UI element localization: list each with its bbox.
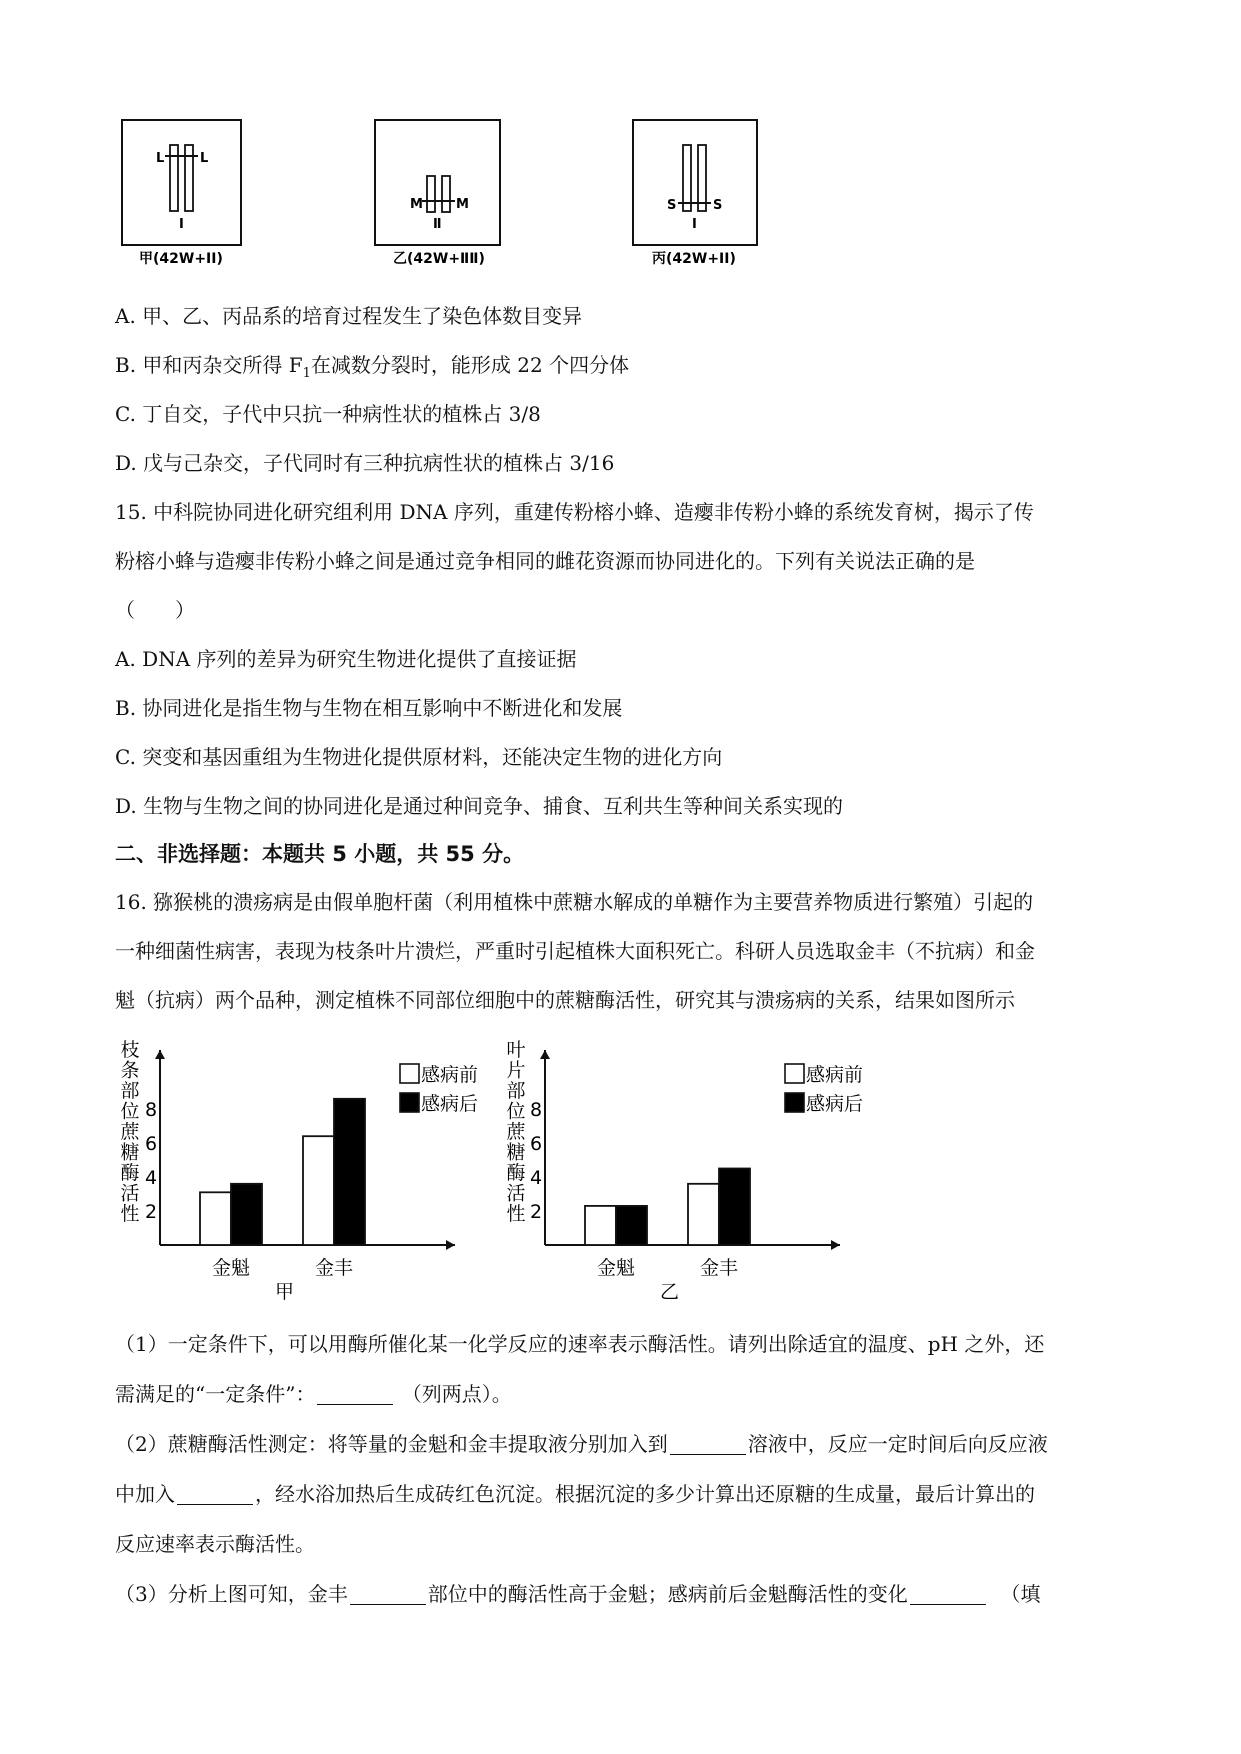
chart-jia — [120, 1039, 478, 1303]
gene-label-right: L — [200, 151, 209, 166]
x-category-label: 金魁 — [596, 1257, 636, 1279]
chart-caption: 甲 — [274, 1281, 295, 1303]
legend-swatch — [785, 1064, 804, 1083]
karyotype-jia — [122, 120, 241, 267]
q14-option-b-pre: B. 甲和丙杂交所得 F — [115, 353, 303, 377]
bar — [719, 1169, 750, 1246]
karyotype-yi — [375, 120, 500, 267]
section-heading: 二、非选择题：本题共 5 小题，共 55 分。 — [115, 842, 525, 866]
q15-answer-bracket: （ ） — [115, 598, 195, 622]
gene-label-right: S — [713, 198, 723, 213]
y-tick-label: 6 — [530, 1133, 543, 1155]
q16-part1-suffix: （列两点）。 — [401, 1382, 512, 1406]
bar — [616, 1206, 647, 1245]
q16-part3-line1 — [115, 1580, 1040, 1608]
y-axis-label: 叶片部位蔗糖酶活性 — [506, 1039, 526, 1225]
q16-part2-line3: 反应速率表示酶活性。 — [115, 1532, 315, 1556]
karyotype-caption: 甲(42W+ⅠⅠ) — [139, 251, 223, 267]
q16-stem-line2: 一种细菌性病害，表现为枝条叶片溃烂，严重时引起植株大面积死亡。科研人员选取金丰（不抗病）和金 — [115, 939, 1035, 963]
chromosome-numeral: I — [692, 217, 697, 232]
chromosome — [185, 145, 193, 211]
answer-blank[interactable] — [670, 1434, 746, 1455]
q15-option-b: B. 协同进化是指生物与生物在相互影响中不断进化和发展 — [115, 696, 623, 720]
answer-blank[interactable] — [350, 1584, 426, 1605]
q14-option-b-post: 在减数分裂时，能形成 22 个四分体 — [310, 353, 630, 377]
q15-option-a: A. DNA 序列的差异为研究生物进化提供了直接证据 — [115, 647, 577, 671]
y-tick-label: 6 — [145, 1133, 158, 1155]
chromosome — [698, 145, 706, 211]
gene-label-left: L — [156, 151, 165, 166]
bar — [688, 1184, 719, 1245]
x-category-label: 金魁 — [211, 1257, 251, 1279]
q16-part2-suffix2: ，经水浴加热后生成砖红色沉淀。根据沉淀的多少计算出还原糖的生成量，最后计算出的 — [255, 1482, 1035, 1506]
chart-yi — [506, 1039, 863, 1303]
legend-swatch — [400, 1064, 419, 1083]
q16-part2-text: （2）蔗糖酶活性测定：将等量的金魁和金丰提取液分别加入到 — [115, 1432, 668, 1456]
answer-blank[interactable] — [910, 1584, 986, 1605]
y-tick-label: 8 — [530, 1099, 543, 1121]
x-category-label: 金丰 — [699, 1257, 739, 1279]
q16-part3-text: （3）分析上图可知，金丰 — [115, 1582, 348, 1606]
q16-stem-line3: 魁（抗病）两个品种，测定植株不同部位细胞中的蔗糖酶活性，研究其与溃疡病的关系，结果如图所示 — [115, 988, 1015, 1012]
chromosome-numeral: Ⅱ — [433, 217, 442, 232]
q16-part3-mid: 部位中的酶活性高于金魁；感病前后金魁酶活性的变化 — [427, 1582, 908, 1606]
q16-part1-line1: （1）一定条件下，可以用酶所催化某一化学反应的速率表示酶活性。请列出除适宜的温度、pH 之外，还 — [115, 1332, 1045, 1356]
x-axis-arrow — [831, 1240, 840, 1250]
y-tick-label: 8 — [145, 1099, 158, 1121]
gene-label-right: M — [456, 197, 469, 212]
answer-blank[interactable] — [177, 1484, 253, 1505]
x-axis-arrow — [446, 1240, 455, 1250]
legend-label: 感病后 — [421, 1093, 479, 1115]
legend-swatch — [400, 1093, 419, 1112]
q16-part3-suffix: （填 — [1000, 1582, 1041, 1606]
q16-part2-line1 — [115, 1430, 1048, 1458]
chromosome — [427, 176, 435, 212]
legend-label: 感病后 — [806, 1093, 864, 1115]
karyotype-figures — [0, 0, 1241, 290]
q14-option-a: A. 甲、乙、丙品系的培育过程发生了染色体数目变异 — [115, 304, 583, 328]
q16-part2-line2 — [115, 1480, 1035, 1508]
chart-caption: 乙 — [659, 1281, 680, 1303]
q16-part1-line2 — [115, 1380, 512, 1408]
legend-swatch — [785, 1093, 804, 1112]
q15-stem-line1: 15. 中科院协同进化研究组利用 DNA 序列，重建传粉榕小蜂、造瘿非传粉小蜂的系统发育树，揭示了传 — [115, 500, 1034, 524]
y-axis-arrow — [540, 1050, 550, 1059]
q15-option-c: C. 突变和基因重组为生物进化提供原材料，还能决定生物的进化方向 — [115, 745, 723, 769]
q16-part2-text2: 中加入 — [115, 1482, 175, 1506]
legend-label: 感病前 — [421, 1064, 479, 1086]
q14-option-b — [115, 351, 629, 388]
legend-label: 感病前 — [806, 1064, 864, 1086]
q14-option-c: C. 丁自交，子代中只抗一种病性状的植株占 3/8 — [115, 402, 541, 426]
q14-option-d: D. 戊与己杂交，子代同时有三种抗病性状的植株占 3/16 — [115, 451, 615, 475]
enzyme-activity-charts — [0, 1030, 1241, 1320]
chromosome-numeral: I — [179, 217, 184, 232]
bar — [200, 1192, 231, 1245]
q16-stem-line1: 16. 猕猴桃的溃疡病是由假单胞杆菌（利用植株中蔗糖水解成的单糖作为主要营养物质进行繁殖）引起的 — [115, 890, 1034, 914]
y-tick-label: 2 — [145, 1201, 158, 1223]
y-tick-label: 4 — [530, 1167, 543, 1189]
q14-option-b-sub: 1 — [302, 366, 311, 381]
y-axis-arrow — [155, 1050, 165, 1059]
bar — [334, 1099, 365, 1245]
karyotype-caption: 乙(42W+ⅡⅡ) — [393, 251, 485, 267]
bar — [231, 1184, 262, 1245]
gene-label-left: M — [410, 197, 423, 212]
chromosome — [170, 145, 178, 211]
y-tick-label: 4 — [145, 1167, 158, 1189]
chromosome — [683, 145, 691, 211]
bar — [585, 1206, 616, 1245]
chromosome — [442, 176, 450, 212]
gene-label-left: S — [667, 198, 677, 213]
x-category-label: 金丰 — [314, 1257, 354, 1279]
q15-option-d: D. 生物与生物之间的协同进化是通过种间竞争、捕食、互利共生等种间关系实现的 — [115, 794, 844, 818]
y-axis-label: 枝条部位蔗糖酶活性 — [120, 1039, 140, 1225]
karyotype-caption: 丙(42W+ⅠⅠ) — [652, 251, 736, 267]
bar — [303, 1136, 334, 1245]
q16-part1-text: 需满足的“一定条件”： — [115, 1382, 316, 1406]
q15-stem-line2: 粉榕小蜂与造瘿非传粉小蜂之间是通过竞争相同的雌花资源而协同进化的。下列有关说法正确的是 — [115, 549, 975, 573]
q16-part2-suffix: 溶液中，反应一定时间后向反应液 — [747, 1432, 1048, 1456]
answer-blank[interactable] — [317, 1384, 393, 1405]
y-tick-label: 2 — [530, 1201, 543, 1223]
karyotype-bing — [633, 120, 757, 267]
